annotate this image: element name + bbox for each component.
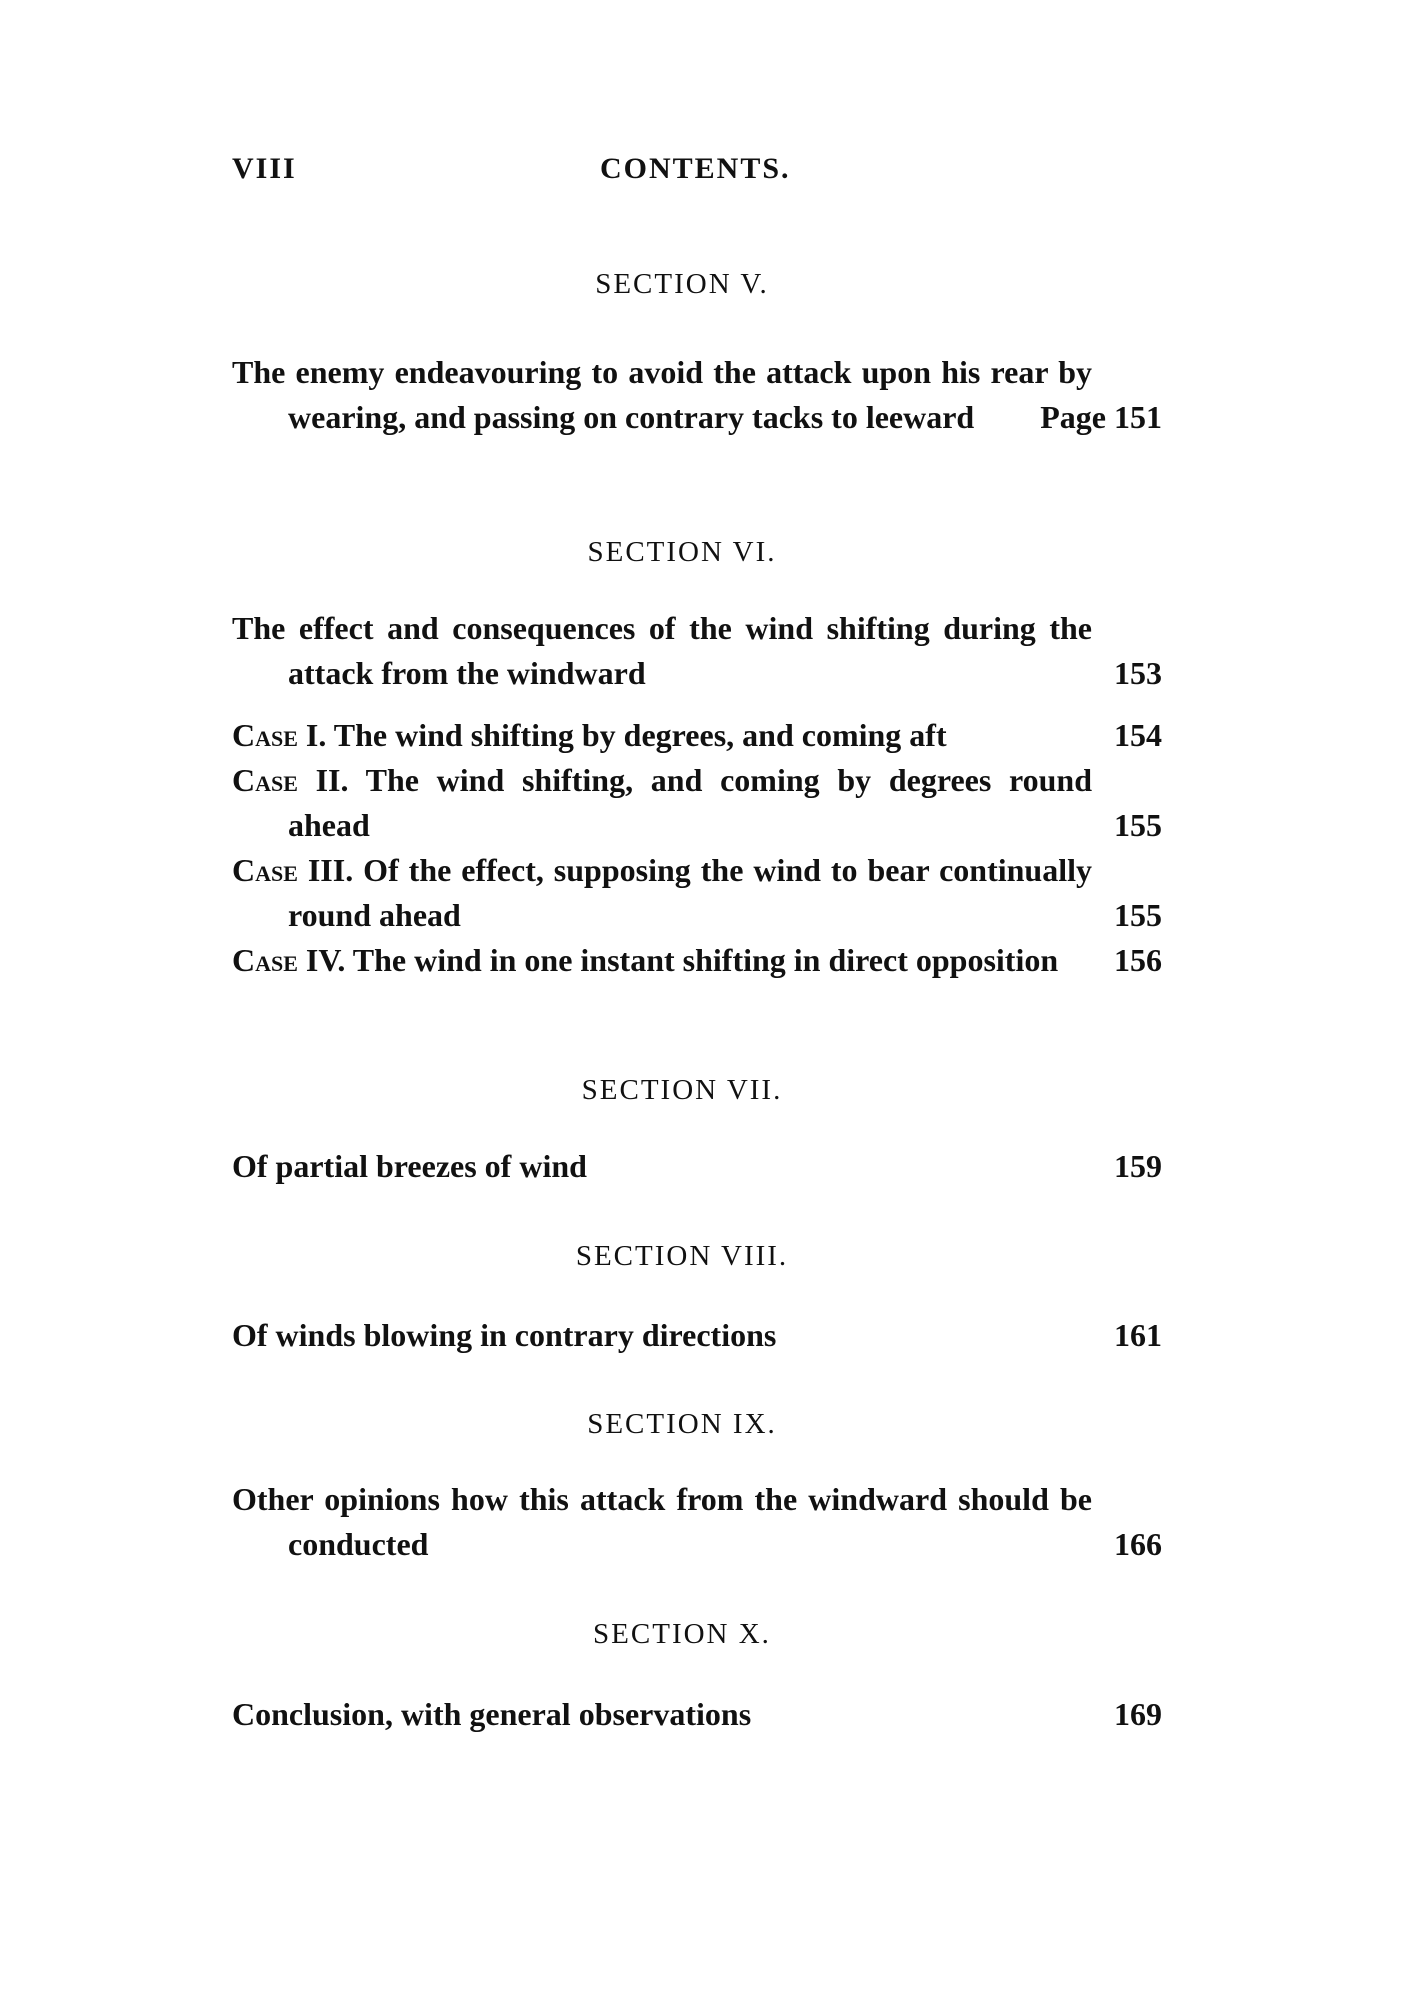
- case-label: Case II.: [232, 762, 349, 798]
- section-heading-v: SECTION V.: [595, 268, 769, 300]
- toc-entry-text: Case III. Of the effect, supposing the wind to bear continually round ahead: [232, 852, 1093, 933]
- running-head: [232, 152, 812, 192]
- toc-entry-page: 154: [1114, 717, 1162, 753]
- toc-entry-page: 153: [1114, 655, 1162, 691]
- section-heading-viii: SECTION VIII.: [575, 1240, 789, 1272]
- toc-entry: [232, 350, 1162, 440]
- toc-entry-text: The enemy endeavouring to avoid the attack upon his rear by wearing, and passing on contrary tacks to leeward: [232, 354, 1092, 435]
- toc-entry: [232, 758, 1162, 848]
- toc-entry-page: 155: [1114, 897, 1162, 933]
- toc-entry: [232, 938, 1162, 983]
- page-folio: VIII: [232, 152, 297, 185]
- toc-entry-text: Case II. The wind shifting, and coming by degrees round ahead: [232, 762, 1093, 843]
- toc-entry: [232, 848, 1162, 938]
- toc-entry-text: Conclusion, with general observations: [232, 1696, 752, 1732]
- toc-entry-text: Of partial breezes of wind: [232, 1148, 587, 1184]
- toc-entry-page: 169: [1114, 1696, 1162, 1732]
- section-heading-vi: SECTION VI.: [587, 536, 777, 568]
- toc-entry-page: 156: [1114, 942, 1162, 978]
- toc-entry-text: Case I. The wind shifting by degrees, and coming aft: [232, 717, 947, 753]
- toc-entry-page: 155: [1114, 807, 1162, 843]
- toc-entry-text: The effect and consequences of the wind shifting during the attack from the windward: [232, 610, 1092, 691]
- case-label: Case I.: [232, 717, 327, 753]
- case-label: Case III.: [232, 852, 354, 888]
- section-heading-ix: SECTION IX.: [587, 1408, 777, 1440]
- toc-entry-text: Other opinions how this attack from the windward should be conducted: [232, 1481, 1092, 1562]
- toc-entry: [232, 713, 1162, 758]
- section-heading-x: SECTION X.: [593, 1618, 771, 1650]
- toc-entry-page: Page 151: [1040, 399, 1162, 435]
- toc-entry-text: Of winds blowing in contrary directions: [232, 1317, 777, 1353]
- toc-entry-page: 159: [1114, 1148, 1162, 1184]
- toc-entry-page: 166: [1114, 1526, 1162, 1562]
- section-heading-vii: SECTION VII.: [581, 1074, 783, 1106]
- toc-entry: [232, 1477, 1162, 1567]
- toc-entry-text: Case IV. The wind in one instant shifting in direct opposition: [232, 942, 1059, 978]
- toc-entry: [232, 1313, 1162, 1358]
- toc-entry: [232, 606, 1162, 696]
- case-label: Case IV.: [232, 942, 346, 978]
- page-title: CONTENTS.: [600, 152, 791, 185]
- toc-entry: [232, 1692, 1162, 1737]
- toc-entry: [232, 1144, 1162, 1189]
- toc-entry-page: 161: [1114, 1317, 1162, 1353]
